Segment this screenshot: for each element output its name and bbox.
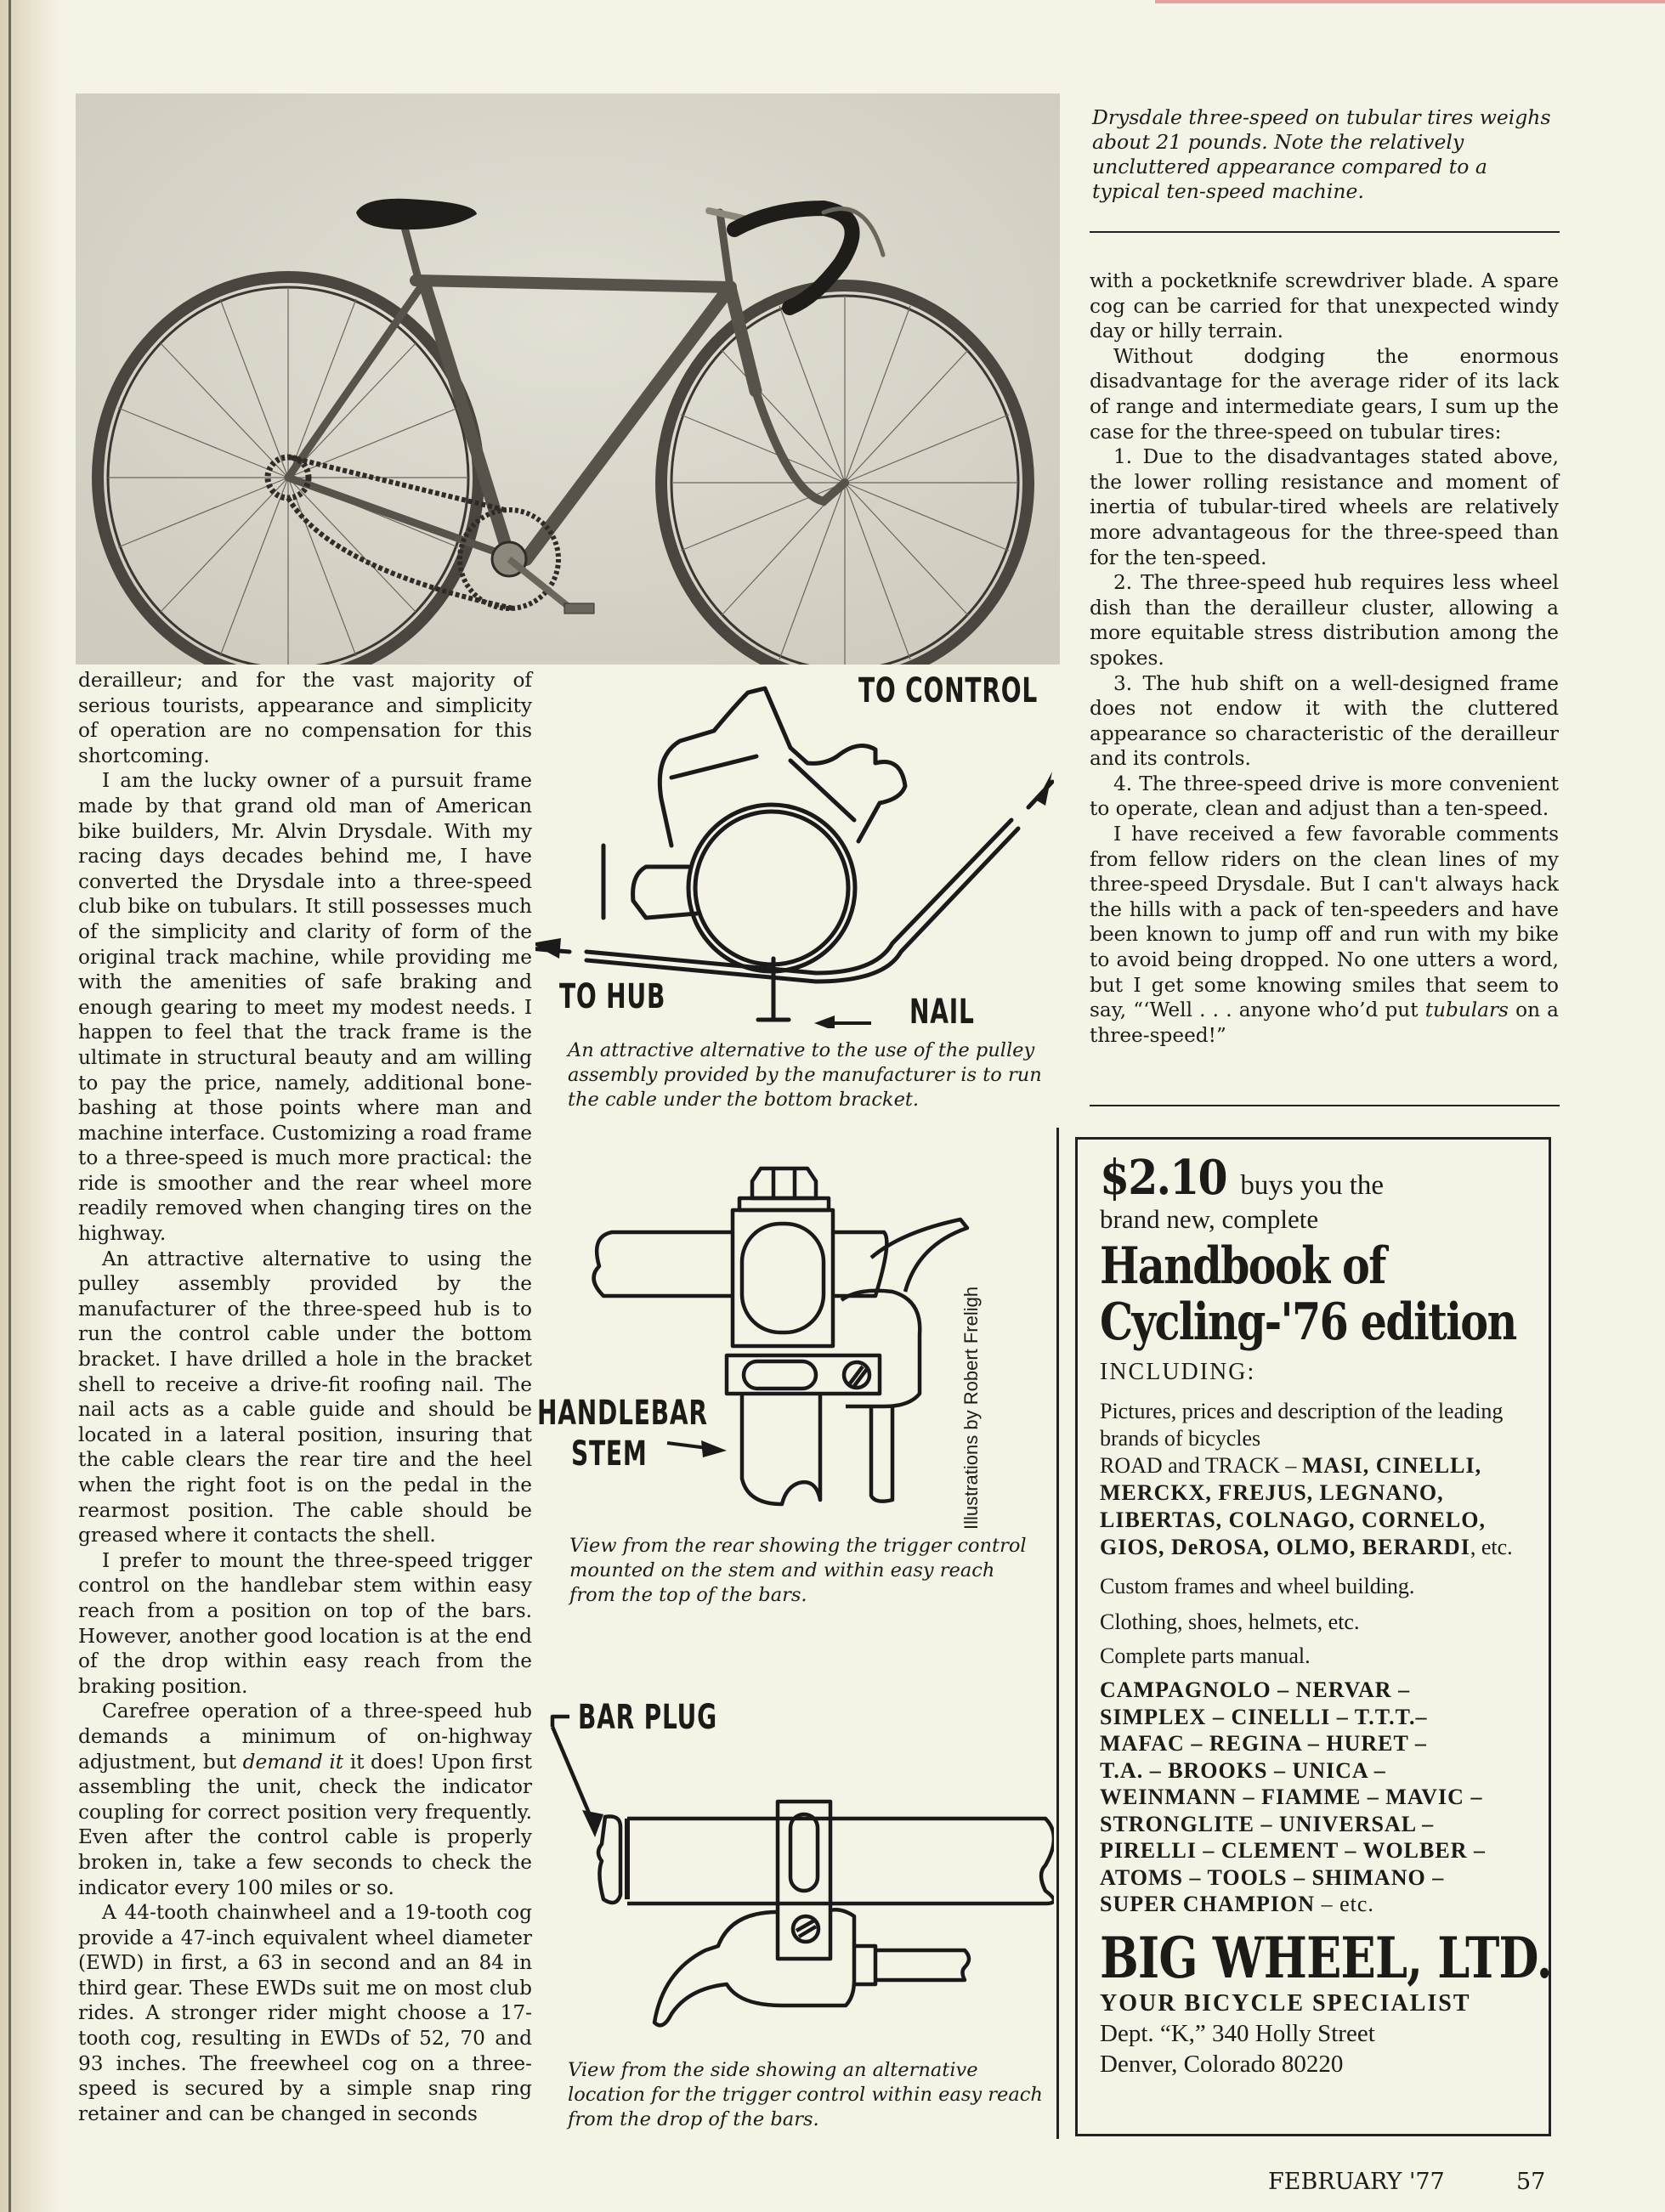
ad-parts-manual: Complete parts manual. [1100, 1643, 1311, 1668]
bike-brands-list: MASI, CINELLI, MERCKX, FREJUS, LEGNANO, LIBERTAS, COLNAGO, CORNELO, GIOS, DeROSA, OLMO, BERARDI [1100, 1453, 1486, 1559]
paragraph: A 44-tooth chainwheel and a 19-tooth cog provide a 47-inch equivalent wheel diameter (EWD) in first, a 63 in second and an 84 in third gear. These EWDs suit me on most club rides. A stronger rider might choose a 17-tooth cog, resulting in EWDs of 52, 70 and 93 inches. The freewheel cog on a three-speed is secured by a simple snap ring retainer and can be changed in seconds [78, 1901, 532, 2125]
figure-caption: View from the side showing an alternative location for the trigger control within easy reach from the drop of the bars. [568, 2059, 1043, 2130]
ad-tagline: YOUR BICYCLE SPECIALIST [1100, 1989, 1471, 2017]
bicycle-photo [76, 93, 1060, 665]
paragraph [1090, 822, 1559, 1048]
figure-stem-view [535, 1139, 1028, 1683]
bottom-bracket-drawing [535, 671, 1054, 1028]
parts-line: MAFAC – REGINA – HURET – [1100, 1731, 1427, 1756]
label-stem: STEM [571, 1434, 648, 1474]
paragraph: 4. The three-speed drive is more convenient to operate, clean and adjust than a ten-speed. [1090, 772, 1559, 821]
photo-caption: Drysdale three-speed on tubular tires weighs about 21 pounds. Note the relatively uncluttered appearance compared to a typical ten-speed machine. [1092, 105, 1551, 203]
paragraph [78, 1699, 532, 1900]
arrow-down-icon [582, 1810, 603, 1837]
etc-suffix: – etc. [1315, 1892, 1374, 1916]
advertisement-big-wheel [1075, 1137, 1551, 2136]
arrow-left-icon [814, 1015, 835, 1028]
parts-line: PIRELLI – CLEMENT – WOLBER – [1100, 1838, 1486, 1863]
paragraph: Without dodging the enormous disadvantage for the average rider of its lack of range and intermediate gears, I sum up the case for the three-speed on tubular tires: [1090, 344, 1559, 444]
road-track-prefix: ROAD and TRACK – [1100, 1453, 1302, 1478]
parts-line [1100, 1891, 1549, 1918]
price-line [1100, 1150, 1549, 1206]
illustration-credit: Illustrations by Robert Freligh [960, 1286, 982, 1530]
arrow-up-right-icon [1037, 772, 1052, 806]
paragraph-text: it does! Upon first assembling the unit, check the indicator coupling for correct position very frequently. Even after the control cable is properly broken in, take a few seconds to check the indicator every 100 miles or so. [78, 1750, 532, 1899]
parts-line: WEINMANN – FIAMME – MAVIC – [1100, 1785, 1483, 1809]
side-view-drawing [535, 1691, 1054, 2048]
ad-border-line [1056, 1128, 1059, 2139]
label-to-hub: TO HUB [559, 977, 666, 1016]
divider-rule [1090, 1105, 1560, 1106]
ad-parts-list [1100, 1677, 1549, 1918]
figure-bottom-bracket [535, 671, 1054, 1122]
paragraph: An attractive alternative to using the pulley assembly provided by the manufacturer of the three-speed hub is to run the control cable under the bottom bracket. I have drilled a hole in the bracket shell to receive a drive-fit roofing nail. The nail acts as a cable guide and should be located in a lateral position, insuring that the cable clears the rear tire and the heel when the right foot is on the pedal in the rearmost position. The cable should be greased where it contacts the shell. [78, 1247, 532, 1547]
parts-line: SIMPLEX – CINELLI – T.T.T.– [1100, 1704, 1428, 1729]
paragraph: 3. The hub shift on a well-designed frame does not endow it with the cluttered appearance so characteristic of the derailleur and its controls. [1090, 671, 1559, 771]
label-bar-plug: BAR PLUG [578, 1698, 717, 1737]
ad-price: $2.10 [1100, 1150, 1226, 1206]
ad-pictures-line: Pictures, prices and description of the leading brands of bicycles [1100, 1399, 1504, 1451]
ad-bike-brands [1100, 1452, 1542, 1561]
paragraph: derailleur; and for the vast majority of serious tourists, appearance and simplicity of operation are no compensation for this shortcoming. [78, 669, 532, 767]
bicycle-illustration [76, 93, 1060, 665]
paragraph: 2. The three-speed hub requires less wheel dish than the derailleur cluster, allowing a more equitable stress distribution among the spokes. [1090, 571, 1559, 670]
parts-line: STRONGLITE – UNIVERSAL – [1100, 1811, 1435, 1836]
paragraph-text: Carefree operation of a three-speed hub demands a minimum of on-highway adjustment, but [78, 1700, 532, 1774]
label-to-control: TO CONTROL [858, 671, 1039, 710]
footer-issue-date: FEBRUARY '77 [1268, 2169, 1445, 2195]
top-color-strip [1155, 0, 1665, 3]
label-handlebar: HANDLEBAR [537, 1394, 708, 1433]
article-column-right [1090, 269, 1559, 1048]
ad-clothing: Clothing, shoes, helmets, etc. [1100, 1609, 1360, 1634]
ad-subtitle: brand new, complete [1100, 1204, 1319, 1234]
page-number: 57 [1516, 2169, 1546, 2195]
parts-line: CAMPAGNOLO – NERVAR – [1100, 1677, 1411, 1702]
label-nail: NAIL [909, 993, 975, 1032]
divider-rule [1090, 231, 1560, 233]
emphasis-text: demand it [242, 1750, 344, 1774]
parts-line: T.A. – BROOKS – UNICA – [1100, 1757, 1386, 1783]
emphasis-text: tubulars [1424, 999, 1509, 1022]
figure-side-view [535, 1691, 1054, 2150]
page-binding-edge [0, 0, 59, 2212]
paragraph: 1. Due to the disadvantages stated above, the lower rolling resistance and moment of inertia of tubular-tired wheels are relatively more advantageous for the three-speed than for the ten-speed. [1090, 445, 1559, 569]
arrow-right-icon [701, 1440, 727, 1457]
ad-address-line-2: Denver, Colorado 80220 [1100, 2050, 1344, 2078]
ad-headline-1: Handbook of [1100, 1236, 1385, 1296]
ad-headline-2: Cycling-'76 edition [1100, 1293, 1516, 1352]
ad-buys-text: buys you the [1240, 1170, 1385, 1201]
parts-last-bold: SUPER CHAMPION [1100, 1892, 1316, 1916]
paragraph: I prefer to mount the three-speed trigger control on the handlebar stem within easy reach from a position on top of the bars. However, another good location is at the end of the drop within easy reach from the braking position. [78, 1548, 532, 1698]
etc-suffix: , etc. [1470, 1535, 1513, 1559]
ad-address-line-1: Dept. “K,” 340 Holly Street [1100, 2019, 1375, 2047]
figure-caption: View from the rear showing the trigger control mounted on the stem and within easy reach from the top of the bars. [569, 1535, 1027, 1606]
article-column-left [78, 668, 532, 2126]
paragraph-text: on a three-speed!” [1090, 999, 1559, 1047]
parts-line: ATOMS – TOOLS – SHIMANO – [1100, 1864, 1445, 1890]
figure-caption: An attractive alternative to the use of the pulley assembly provided by the manufacturer is to run the cable under the bottom bracket. [568, 1039, 1042, 1111]
paragraph-text: I have received a few favorable comments from fellow riders on the clean lines of my three-speed Drysdale. But I can't always hack the hills with a pack of ten-speeders and have been known to jump off and run with my bike to avoid being dropped. No one utters a word, but I get some knowing smiles that seem to say, “‘Well . . . anyone who’d put [1090, 823, 1559, 1022]
ad-including: INCLUDING: [1100, 1359, 1256, 1385]
ad-custom: Custom frames and wheel building. [1100, 1574, 1415, 1598]
paragraph: I am the lucky owner of a pursuit frame made by that grand old man of American bike builders, Mr. Alvin Drysdale. With my racing days decades behind me, I have converted the Drysdale into a three-speed club bike on tubulars. It still possesses much of the simplicity and clarity of form of the original track machine, while providing me with the amenities of safe braking and enough gearing to meet my modest needs. I happen to feel that the track frame is the ultimate in structural beauty and am willing to pay the price, namely, additional bone-bashing at those points where man and machine interface. Customizing a road frame to a three-speed is much more practical: the ride is smoother and the rear wheel more readily removed when changing tires on the highway. [78, 769, 532, 1246]
ad-company-name: BIG WHEEL, LTD. [1100, 1924, 1552, 1991]
paragraph: with a pocketknife screwdriver blade. A spare cog can be carried for that unexpected windy day or hilly terrain. [1090, 269, 1559, 343]
